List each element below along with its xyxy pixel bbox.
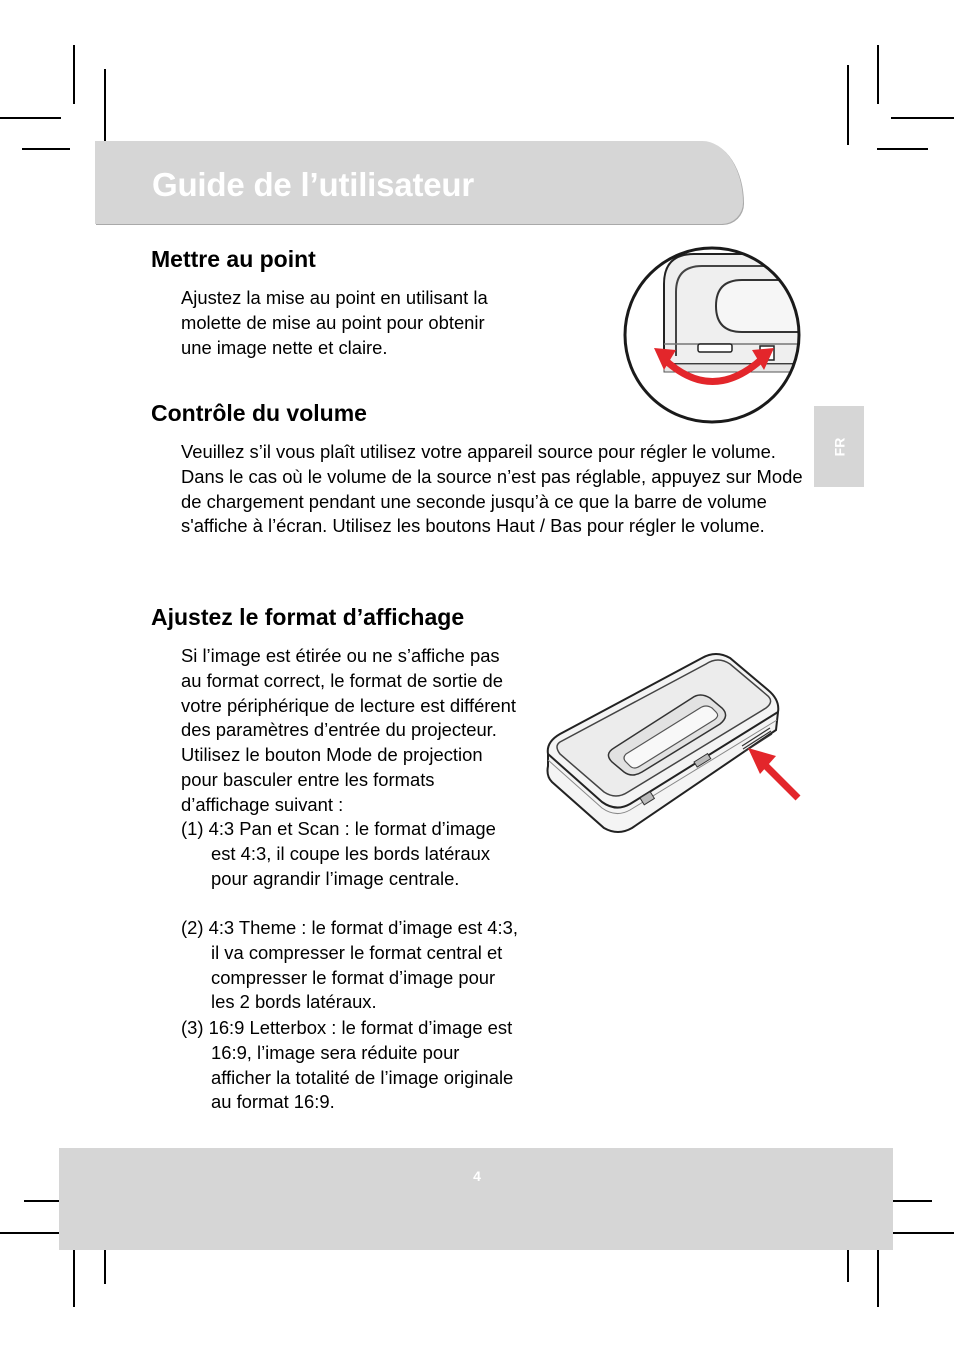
focus-wheel-illustration <box>620 244 804 426</box>
focus-paragraph: Ajustez la mise au point en utilisant la molette de mise au point pour obtenir une image nette et claire. <box>181 287 488 358</box>
page-title: Guide de l’utilisateur <box>152 166 474 203</box>
section-title-format: Ajustez le format d’affichage <box>151 604 465 630</box>
section-title-focus: Mettre au point <box>151 246 316 272</box>
language-label: FR <box>830 437 847 456</box>
section-title-volume: Contrôle du volume <box>151 400 367 426</box>
format-intro-paragraph: Si l’image est étirée ou ne s’affiche pas au format correct, le format de sortie de votre périphérique de lecture est différent des paramètres d’entrée du projecteur. Utilisez le bouton Mode de projection pour basculer entre les formats d’affichage suivant : <box>181 645 516 815</box>
format-list-item: (1) 4:3 Pan et Scan : le format d’image est 4:3, il coupe les bords latéraux pour agrandir l’image centrale. <box>181 818 496 889</box>
volume-paragraph: Veuillez s’il vous plaît utilisez votre appareil source pour régler le volume. Dans le cas où le volume de la source n’est pas réglable, appuyez sur Mode de chargement pendant une seconde jusqu’à ce que la barre de volume s'affiche à l’écran. Utilisez les boutons Haut / Bas pour régler le volume. <box>181 441 803 537</box>
format-list-item: (2) 4:3 Theme : le format d’image est 4:3, il va compresser le format central et compresser le format d’image pour les 2 bords latéraux. <box>181 917 518 1013</box>
format-list-item: (3) 16:9 Letterbox : le format d’image est 16:9, l’image sera réduite pour afficher la totalité de l’image originale au format 16:9. <box>181 1017 514 1113</box>
page-number: 4 <box>473 1168 481 1184</box>
footer-band <box>59 1148 893 1250</box>
projector-illustration <box>544 650 800 835</box>
